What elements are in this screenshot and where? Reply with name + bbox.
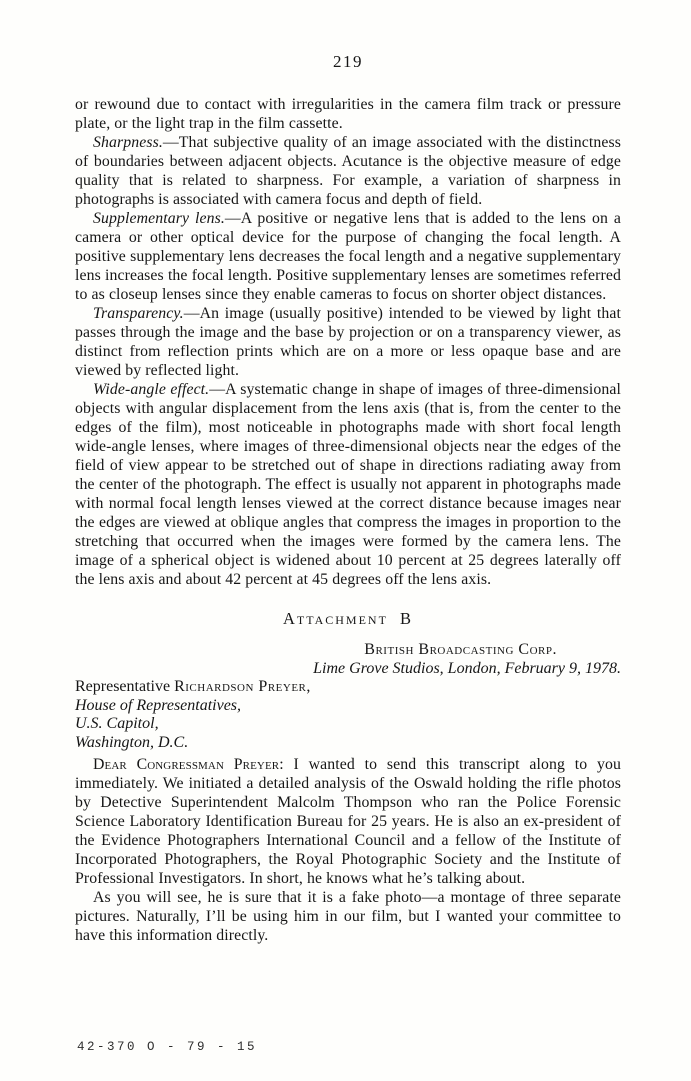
letterhead-dateline: Lime Grove Studios, London, February 9, 1978. [313, 659, 621, 677]
paragraph-text: or rewound due to contact with irregularities in the camera film track or pressure plate, or the light trap in the film cassette. [75, 96, 621, 132]
letterhead-org: British Broadcasting Corp. [364, 641, 557, 658]
paragraph-text: —An image (usually positive) intended to be viewed by light that passes through the image and the base by projection or on a transparency viewer, as distinct from reflection prints which are on a more or less opaque base and are viewed by reflected light. [75, 305, 621, 379]
letter-paragraph-1 [75, 755, 621, 888]
paragraph-wide-angle-effect [75, 380, 621, 589]
address-line: U.S. Capitol, [75, 715, 159, 732]
print-code: 42-370 O - 79 - 15 [77, 1040, 258, 1054]
paragraph-transparency [75, 304, 621, 380]
page-number: 219 [333, 52, 363, 71]
address-line: Washington, D.C. [75, 733, 189, 751]
term-lead: Supplementary lens. [93, 210, 225, 227]
paragraph-sharpness [75, 133, 621, 209]
term-lead: Wide-angle effect. [93, 381, 210, 398]
letter-paragraph-2: As you will see, he is sure that it is a fake photo—a montage of three separate pictures. Naturally, I’ll be using him in our film, but I wanted your committee to have this information directly. [75, 889, 621, 944]
address-line: House of Representatives, [75, 696, 242, 714]
letterhead [75, 641, 621, 678]
paragraph-continuation [75, 95, 621, 133]
attachment-heading: Attachment B [282, 609, 414, 628]
glossary-section [75, 95, 621, 589]
paragraph-text: I wanted to send this transcript along to you immediately. We initiated a detailed analysis of the Oswald holding the rifle photos by Detective Superintendent Malcolm Thompson who ran the Police Forensic Science Laboratory Identification Bureau for 25 years. He is also an ex-president of the Evidence Photographers International Council and a fellow of the Institute of Incorporated Photographers, the Royal Photographic Society and the Institute of Professional Investigators. In short, he knows what he’s talking about. [75, 756, 621, 887]
salutation: Dear Congressman Preyer: [93, 756, 284, 773]
letter-body [75, 755, 621, 945]
paragraph-supplementary-lens [75, 209, 621, 304]
paragraph-text: —A positive or negative lens that is added to the lens on a camera or other optical device for the purpose of changing the focal length. A positive supplementary lens decreases the focal length and a negative supplementary lens increases the focal length. Positive supplementary lenses are sometimes referred to as closeup lenses since they enable cameras to focus on shorter object distances. [75, 210, 621, 303]
term-lead: Transparency. [93, 305, 184, 322]
recipient-prefix: Representative [75, 678, 175, 695]
paragraph-text: —That subjective quality of an image associated with the distinctness of boundaries between adjacent objects. Acutance is the objective measure of edge quality that is related to sharpness. For example, a variation of sharpness in photographs is associated with camera focus and depth of field. [75, 134, 621, 208]
paragraph-text: —A systematic change in shape of images of three-dimensional objects with angular displacement from the lens axis (that is, from the center to the edges of the film), most noticeable in photographs made with short focal length wide-angle lenses, where images of three-dimensional objects near the edges of the field of view appear to be stretched out of shape in directions radiating away from the center of the photograph. The effect is usually not apparent in photographs made with normal focal length lenses viewed at the correct distance because images near the edges are viewed at oblique angles that compress the images in proportion to the stretching that occurred when the images were formed by the camera lens. The image of a spherical object is widened about 10 percent at 25 degrees laterally off the lens axis and about 42 percent at 45 degrees off the lens axis. [75, 381, 621, 588]
term-lead: Sharpness. [93, 134, 163, 151]
recipient-name: Richardson Preyer, [174, 678, 311, 695]
address-block [75, 678, 621, 752]
address-recipient [75, 678, 621, 697]
